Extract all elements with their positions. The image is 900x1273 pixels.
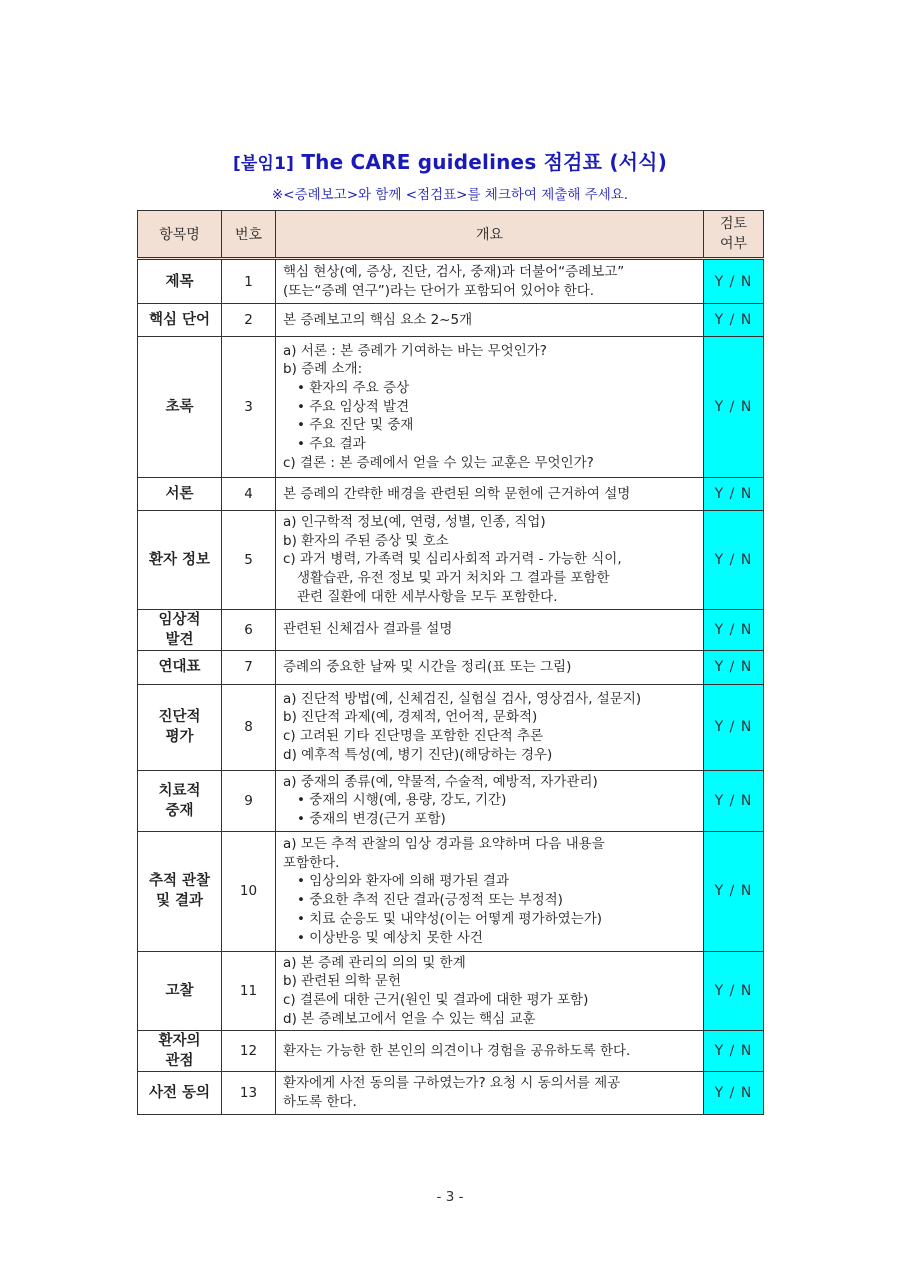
item-name-line: 진단적 <box>158 709 201 726</box>
description-line: 증례의 중요한 날짜 및 시간을 정리(표 또는 그림) <box>283 658 572 675</box>
item-name-line: 초록 <box>165 399 194 415</box>
review-yes-no-cell[interactable]: Y / N <box>704 831 764 951</box>
item-name-line: 환자 정보 <box>148 551 211 568</box>
table-row <box>138 684 764 770</box>
instruction-note: ※<증례보고>와 함께 <점검표>를 체크하여 제출해 주세요. <box>271 187 629 203</box>
review-yes-no-cell[interactable]: Y / N <box>704 304 764 337</box>
item-name-line: 관점 <box>165 1053 194 1070</box>
description-line: c) 고려된 기타 진단명을 포함한 진단적 추론 <box>283 728 544 745</box>
review-yes-no-cell[interactable]: Y / N <box>704 259 764 304</box>
item-name <box>138 951 222 1031</box>
item-name <box>138 1031 222 1072</box>
item-name-line: 서론 <box>165 486 194 502</box>
review-yes-no-cell[interactable]: Y / N <box>704 478 764 511</box>
item-name-line: 환자의 <box>158 1033 201 1050</box>
description-line: a) 중재의 종류(예, 약물적, 수술적, 예방적, 자가관리) <box>283 773 598 790</box>
description-bullet: • 이상반응 및 예상치 못한 사건 <box>283 929 697 948</box>
item-description <box>276 770 704 831</box>
item-name <box>138 511 222 610</box>
description-line: a) 본 증례 관리의 의의 및 한계 <box>283 954 466 971</box>
table-row <box>138 770 764 831</box>
item-name-line: 중재 <box>165 802 194 819</box>
review-yes-no-cell[interactable]: Y / N <box>704 684 764 770</box>
item-description <box>276 609 704 650</box>
review-yes-no-cell[interactable]: Y / N <box>704 770 764 831</box>
item-number: 4 <box>222 478 276 511</box>
description-bullet: • 주요 결과 <box>283 435 697 454</box>
item-number: 7 <box>222 650 276 684</box>
description-line: c) 결론에 대한 근거(원인 및 결과에 대한 평가 포함) <box>283 992 589 1009</box>
description-line: 관련된 신체검사 결과를 설명 <box>283 621 453 638</box>
item-name-line: 임상적 <box>158 611 201 628</box>
item-name <box>138 650 222 684</box>
description-line: b) 증례 소개: <box>283 361 363 378</box>
review-yes-no-cell[interactable]: Y / N <box>704 609 764 650</box>
item-name-line: 핵심 단어 <box>148 312 211 328</box>
description-line: 생활습관, 유전 정보 및 과거 처치와 그 결과를 포함한 <box>297 570 610 587</box>
table-row <box>138 831 764 951</box>
item-number: 6 <box>222 609 276 650</box>
item-name-line: 치료적 <box>158 782 201 799</box>
review-yes-no-cell[interactable]: Y / N <box>704 1072 764 1114</box>
item-description <box>276 259 704 304</box>
review-yes-no-cell[interactable]: Y / N <box>704 1031 764 1072</box>
description-bullet: • 치료 순응도 및 내약성(이는 어떻게 평가하였는가) <box>283 910 697 929</box>
item-description <box>276 650 704 684</box>
description-bullet: • 주요 진단 및 중재 <box>283 416 697 435</box>
document-title <box>0 146 900 175</box>
description-line: 본 증례보고의 핵심 요소 2~5개 <box>283 311 473 328</box>
page-number: - 3 - <box>436 1189 464 1205</box>
description-line: a) 서론 : 본 증례가 기여하는 바는 무엇인가? <box>283 342 547 359</box>
item-number: 8 <box>222 684 276 770</box>
item-description <box>276 337 704 478</box>
description-bullet: • 환자의 주요 증상 <box>283 379 697 398</box>
item-number: 9 <box>222 770 276 831</box>
description-line: b) 환자의 주된 증상 및 호소 <box>283 532 449 549</box>
review-yes-no-cell[interactable]: Y / N <box>704 337 764 478</box>
item-name <box>138 770 222 831</box>
item-number: 1 <box>222 259 276 304</box>
item-name <box>138 478 222 511</box>
table-row <box>138 337 764 478</box>
checklist-table <box>137 210 764 1115</box>
description-bullet: • 중재의 변경(근거 포함) <box>283 810 697 829</box>
item-name-line: 발견 <box>165 631 194 648</box>
item-name <box>138 259 222 304</box>
item-description <box>276 511 704 610</box>
item-description <box>276 684 704 770</box>
item-name-line: 평가 <box>165 729 194 746</box>
item-name <box>138 337 222 478</box>
description-line: 환자에게 사전 동의를 구하였는가? 요청 시 동의서를 제공 <box>283 1075 621 1092</box>
item-name-line: 추적 관찰 <box>148 873 211 890</box>
item-number: 13 <box>222 1072 276 1114</box>
description-bullet: • 중재의 시행(예, 용량, 강도, 기간) <box>283 791 697 810</box>
table-row <box>138 478 764 511</box>
header-summary: 개요 <box>276 211 704 259</box>
item-number: 10 <box>222 831 276 951</box>
review-yes-no-cell[interactable]: Y / N <box>704 951 764 1031</box>
table-header-row <box>138 211 764 259</box>
header-review <box>704 211 764 259</box>
item-number: 2 <box>222 304 276 337</box>
description-bullet: • 중요한 추적 진단 결과(긍정적 또는 부정적) <box>283 891 697 910</box>
description-line: 포함한다. <box>283 854 340 871</box>
description-line: a) 진단적 방법(예, 신체검진, 실험실 검사, 영상검사, 설문지) <box>283 690 642 707</box>
title-text: The CARE guidelines 점검표 (서식) <box>301 150 668 174</box>
item-name <box>138 609 222 650</box>
item-name-line: 고찰 <box>165 983 194 1000</box>
description-line: c) 과거 병력, 가족력 및 심리사회적 과거력 - 가능한 식이, <box>283 551 622 568</box>
item-description <box>276 304 704 337</box>
item-name <box>138 304 222 337</box>
table-row <box>138 609 764 650</box>
description-line: b) 관련된 의학 문헌 <box>283 973 401 990</box>
table-row <box>138 1072 764 1114</box>
item-number: 12 <box>222 1031 276 1072</box>
item-description <box>276 1072 704 1114</box>
item-description <box>276 1031 704 1072</box>
table-row <box>138 951 764 1031</box>
description-line: a) 모든 추적 관찰의 임상 경과를 요약하며 다음 내용을 <box>283 836 605 853</box>
review-yes-no-cell[interactable]: Y / N <box>704 511 764 610</box>
description-line: 핵심 현상(예, 증상, 진단, 검사, 중재)과 더불어“증례보고” <box>283 263 625 280</box>
description-line: 관련 질환에 대한 세부사항을 모두 포함한다. <box>297 588 558 605</box>
item-description <box>276 951 704 1031</box>
item-description <box>276 831 704 951</box>
table-row <box>138 259 764 304</box>
description-line: d) 본 증례보고에서 얻을 수 있는 핵심 교훈 <box>283 1010 536 1027</box>
item-name-line: 연대표 <box>158 659 201 676</box>
item-name <box>138 831 222 951</box>
header-review-line1: 검토 <box>719 216 748 232</box>
table-row <box>138 511 764 610</box>
table-row <box>138 304 764 337</box>
description-line: (또는“증례 연구”)라는 단어가 포함되어 있어야 한다. <box>283 282 595 299</box>
header-item-name: 항목명 <box>138 211 222 259</box>
description-bullet: • 임상의와 환자에 의해 평가된 결과 <box>283 872 697 891</box>
item-number: 5 <box>222 511 276 610</box>
table-row <box>138 650 764 684</box>
item-name-line: 사전 동의 <box>148 1085 211 1102</box>
description-line: d) 예후적 특성(예, 병기 진단)(해당하는 경우) <box>283 746 553 763</box>
description-line: 환자는 가능한 한 본인의 의견이나 경험을 공유하도록 한다. <box>283 1043 631 1060</box>
description-line: 하도록 한다. <box>283 1094 357 1111</box>
header-review-line2: 여부 <box>719 236 748 252</box>
header-number: 번호 <box>222 211 276 259</box>
item-name <box>138 1072 222 1114</box>
item-name-line: 및 결과 <box>155 893 204 910</box>
item-number: 11 <box>222 951 276 1031</box>
description-line: a) 인구학적 정보(예, 연령, 성별, 인종, 직업) <box>283 514 546 530</box>
item-description <box>276 478 704 511</box>
table-row <box>138 1031 764 1072</box>
description-line: 본 증례의 간략한 배경을 관련된 의학 문헌에 근거하여 설명 <box>283 485 631 502</box>
description-line: c) 결론 : 본 증례에서 얻을 수 있는 교훈은 무엇인가? <box>283 454 594 471</box>
item-name <box>138 684 222 770</box>
item-name-line: 제목 <box>165 273 194 290</box>
description-line: b) 진단적 과제(예, 경제적, 언어적, 문화적) <box>283 709 538 726</box>
item-number: 3 <box>222 337 276 478</box>
review-yes-no-cell[interactable]: Y / N <box>704 650 764 684</box>
attachment-label: [붙임1] <box>232 154 295 174</box>
description-bullet: • 주요 임상적 발견 <box>283 398 697 417</box>
